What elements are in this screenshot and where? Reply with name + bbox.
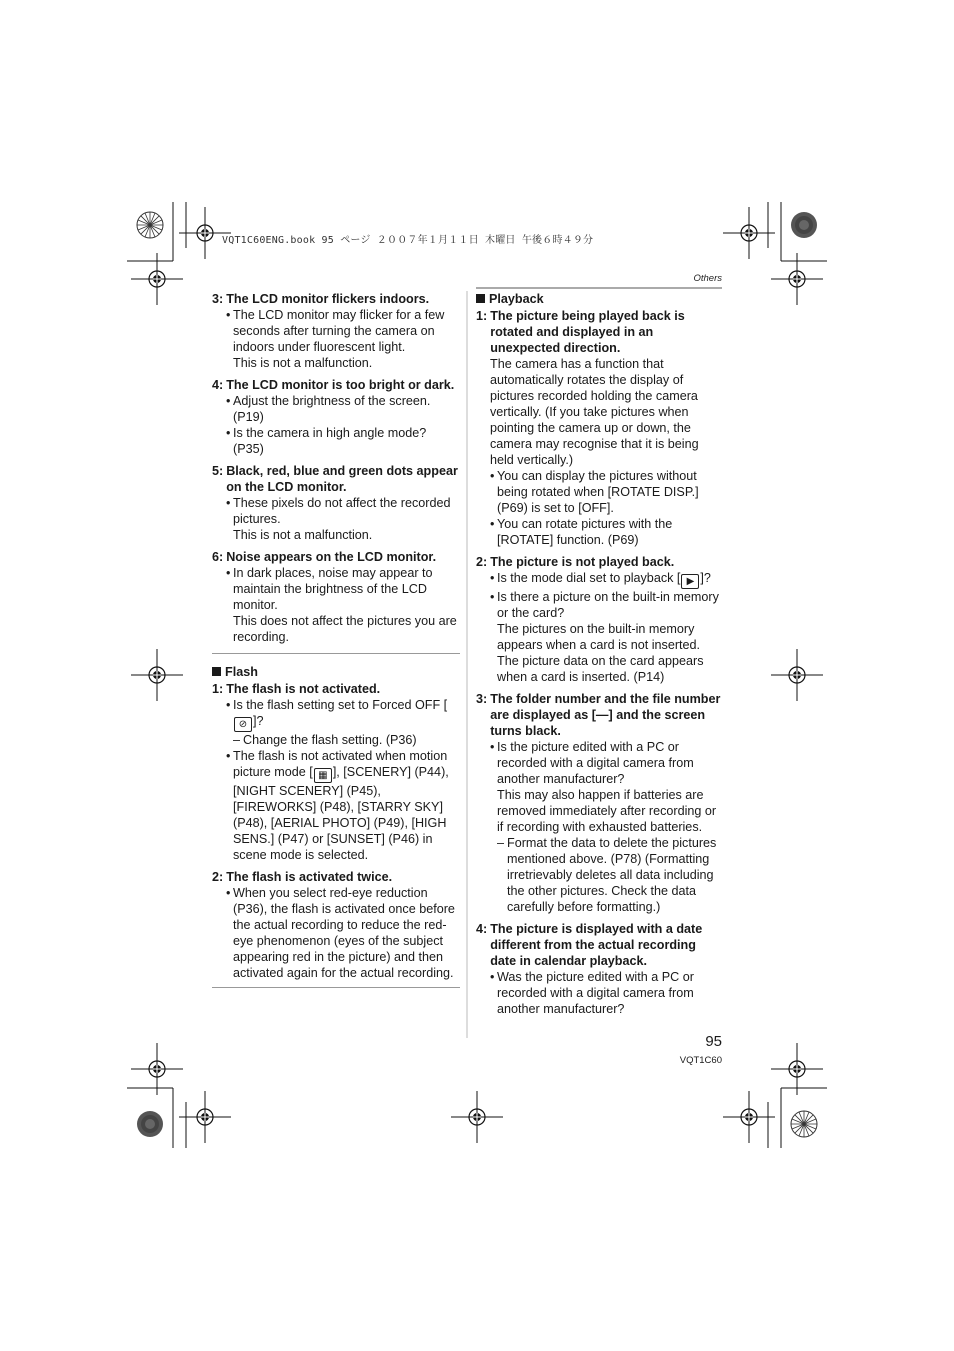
question-title: The flash is activated twice. [226, 870, 393, 884]
section-divider [212, 653, 460, 654]
answer-action: Format the data to delete the pictures mentioned above. (P78) (Formatting irretrievably deletes all data including the other pictures. Check the data carefully before formatting.) [507, 836, 717, 914]
section-heading-flash: Flash [212, 664, 460, 680]
motion-picture-icon: ▦ [314, 768, 332, 783]
question-title: The flash is not activated. [226, 682, 381, 696]
answer-bullet: The LCD monitor may flicker for a few seconds after turning the camera on indoors under fluorescent light. [233, 308, 445, 354]
item-number: 4: [476, 922, 488, 936]
question-title: The LCD monitor is too bright or dark. [226, 378, 455, 392]
answer-body: The camera has a function that automatically rotates the display of pictures recorded holding the camera vertically. (If you take pictures when pointing the camera up or down, the camera may recognise that it is being held vertically.) [490, 357, 699, 467]
playback-q2: 2: The picture is not played back. • Is the mode dial set to playback [ ▶ ]? • Is there a picture on the built-in memory or the card? The pictures on the built-in memory appears when a card is not inserted. The picture data on the card appears when a card is inserted. (P14) [476, 554, 722, 685]
answer-note: This does not affect the pictures you are recording. [233, 614, 457, 644]
item-number: 1: [212, 682, 224, 696]
answer-bullet: When you select red-eye reduction (P36), the flash is activated once before the actual recording to reduce the red-eye phenomenon (eyes of the subject appearing red in the picture) and then activated again for the actual recording. [233, 886, 455, 980]
answer-bullet: In dark places, noise may appear to maintain the brightness of the LCD monitor. [233, 566, 433, 612]
section-divider [212, 987, 460, 988]
question-title: The LCD monitor flickers indoors. [226, 292, 430, 306]
item-number: 3: [212, 292, 224, 306]
answer-note: The pictures on the built-in memory appears when a card is not inserted. [497, 622, 701, 652]
answer-note: This is not a malfunction. [233, 528, 373, 542]
item-number: 6: [212, 550, 224, 564]
answer-bullet: Was the picture edited with a PC or recorded with a digital camera from another manufacturer? [497, 970, 694, 1016]
answer-bullet: Is the mode dial set to playback [ ▶ ]? [497, 571, 711, 587]
square-bullet-icon [212, 667, 221, 676]
lcd-q4: 4: The LCD monitor is too bright or dark. • Adjust the brightness of the screen. (P19) • Is the camera in high angle mode? (P35) [212, 377, 460, 457]
flash-off-icon: ⊘ [234, 717, 252, 732]
item-number: 2: [212, 870, 224, 884]
answer-bullet: These pixels do not affect the recorded pictures. [233, 496, 451, 526]
left-column [212, 291, 460, 998]
answer-bullet: Adjust the brightness of the screen. (P19) [233, 394, 431, 424]
section-label: Others [693, 273, 722, 284]
lcd-q6: 6: Noise appears on the LCD monitor. • In dark places, noise may appear to maintain the brightness of the LCD monitor. This does not affect the pictures you are recording. [212, 549, 460, 645]
question-title: The picture is not played back. [490, 555, 675, 569]
item-number: 2: [476, 555, 488, 569]
item-number: 1: [476, 309, 488, 323]
answer-note: This may also happen if batteries are removed immediately after recording or if recording with exhausted batteries. [497, 788, 717, 834]
answer-note: The picture data on the card appears when a card is inserted. (P14) [497, 654, 704, 684]
lcd-q3: 3: The LCD monitor flickers indoors. • The LCD monitor may flicker for a few seconds after turning the camera on indoors under fluorescent light. This is not a malfunction. [212, 291, 460, 371]
model-code: VQT1C60 [679, 1055, 722, 1066]
square-bullet-icon [476, 294, 485, 303]
answer-bullet: Is the picture edited with a PC or recorded with a digital camera from another manufacturer? [497, 740, 694, 786]
answer-bullet: Is there a picture on the built-in memory or the card? [497, 590, 719, 620]
question-title: The folder number and the file number are displayed as [—] and the screen turns black. [490, 692, 721, 738]
answer-note: This is not a malfunction. [233, 356, 373, 370]
answer-bullet: The flash is not activated when motion picture mode [ ▦ ], [SCENERY] (P44), [NIGHT SCENERY] (P45), [FIREWORKS] (P48), [STARRY SKY] (P48), [AERIAL PHOTO] (P49), [HIGH SENS.] (P47) or [SUNSET] (P46) in scene mode is selected. [233, 749, 449, 862]
question-title: The picture is displayed with a date different from the actual recording date in calendar playback. [490, 922, 703, 968]
item-number: 4: [212, 378, 224, 392]
answer-bullet: Is the camera in high angle mode? (P35) [233, 426, 427, 456]
right-column [476, 291, 722, 1023]
flash-q1: 1: The flash is not activated. • Is the flash setting set to Forced OFF [⊘ ]? – Change the flash setting. (P36) • The flash is not activated when motion picture mode [ ▦ ], [SCENERY] (P44), [NIGHT SCENERY] (P45), [FIREWORKS] (P48), [STARRY SKY] (P48), [AERIAL PHOTO] (P49), [HIGH SENS.] (P47) or [SUNSET] (P46) in scene mode is selected. [212, 681, 460, 863]
page-number: 95 [705, 1033, 722, 1050]
question-title: The picture being played back is rotated and displayed in an unexpected direction. [490, 309, 685, 355]
question-title: Noise appears on the LCD monitor. [226, 550, 437, 564]
item-number: 3: [476, 692, 488, 706]
playback-icon: ▶ [681, 574, 699, 589]
playback-q4: 4: The picture is displayed with a date different from the actual recording date in calendar playback. • Was the picture edited with a PC or recorded with a digital camera from another manufacturer? [476, 921, 722, 1017]
flash-q2: 2: The flash is activated twice. • When you select red-eye reduction (P36), the flash is activated once before the actual recording to reduce the red-eye phenomenon (eyes of the subject appearing red in the picture) and then activated again for the actual recording. [212, 869, 460, 981]
answer-bullet: You can display the pictures without being rotated when [ROTATE DISP.] (P69) is set to [OFF]. [497, 469, 699, 515]
lcd-q5: 5: Black, red, blue and green dots appear on the LCD monitor. • These pixels do not affect the recorded pictures. This is not a malfunction. [212, 463, 460, 543]
print-slug-header: VQT1C60ENG.book 95 ページ ２００７年１月１１日 木曜日 午後６時４９分 [222, 235, 594, 246]
playback-q1: 1: The picture being played back is rotated and displayed in an unexpected direction. The camera has a function that automatically rotates the display of pictures recorded holding the camera vertically. (If you take pictures when pointing the camera up or down, the camera may recognise that it is being held vertically.) • You can display the pictures without being rotated when [ROTATE DISP.] (P69) is set to [OFF]. • You can rotate pictures with the [ROTATE] function. (P69) [476, 308, 722, 548]
item-number: 5: [212, 464, 224, 478]
question-title: Black, red, blue and green dots appear on the LCD monitor. [226, 464, 458, 494]
section-heading-playback: Playback [476, 291, 722, 307]
answer-bullet: Is the flash setting set to Forced OFF [⊘ ]? [233, 698, 448, 730]
answer-action: Change the flash setting. (P36) [243, 733, 417, 747]
answer-bullet: You can rotate pictures with the [ROTATE] function. (P69) [497, 517, 673, 547]
playback-q3: 3: The folder number and the file number are displayed as [—] and the screen turns black. • Is the picture edited with a PC or recorded with a digital camera from another manufacturer? This may also happen if batteries are removed immediately after recording or if recording with exhausted batteries. – Format the data to delete the pictures mentioned above. (P78) (Formatting irretrievably deletes all data including the other pictures. Check the data carefully before formatting.) [476, 692, 721, 914]
